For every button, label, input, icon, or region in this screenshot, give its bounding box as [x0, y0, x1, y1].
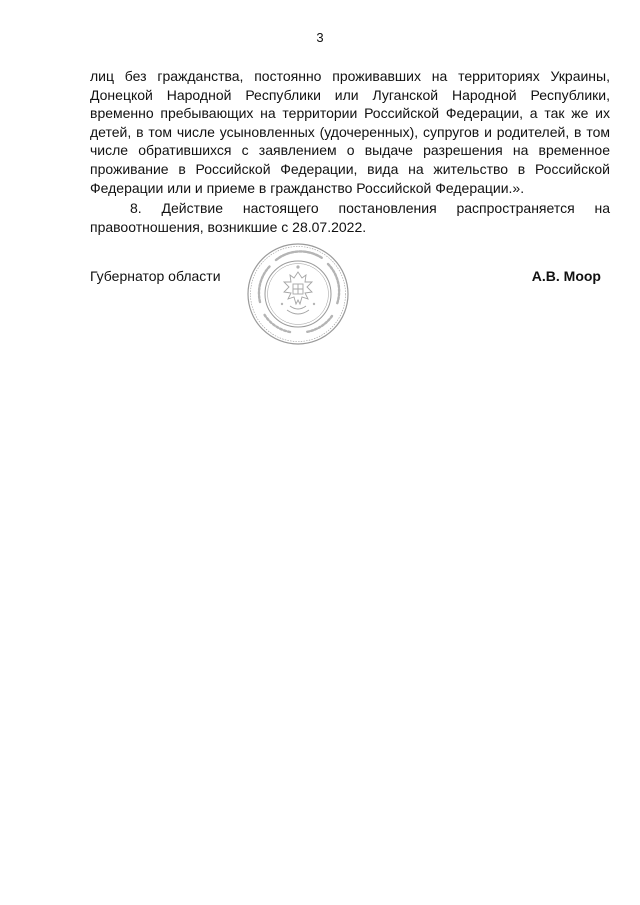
- signatory-title: Губернатор области: [90, 268, 221, 284]
- paragraph-continued: лиц без гражданства, постоянно проживавших на территориях Украины, Донецкой Народной Республики или Луганской Народной Республики, временно пребывающих на территории Российской Федерации, а так же их детей, в том числе усыновленных (удочеренных), супругов и родителей, в том числе обратившихся с заявлением о выдаче разрешения на временное проживание в Российской Федерации, вида на жительство в Российской Федерации или и приеме в гражданство Российской Федерации.».: [90, 68, 610, 196]
- signatory-name: А.В. Моор: [531, 268, 601, 284]
- paragraph-8: 8. Действие настоящего постановления распространяется на правоотношения, возникшие с 28.07.2022.: [90, 200, 610, 235]
- official-seal-icon: [246, 242, 350, 346]
- page-number: 3: [316, 30, 324, 45]
- document-body: [90, 67, 610, 236]
